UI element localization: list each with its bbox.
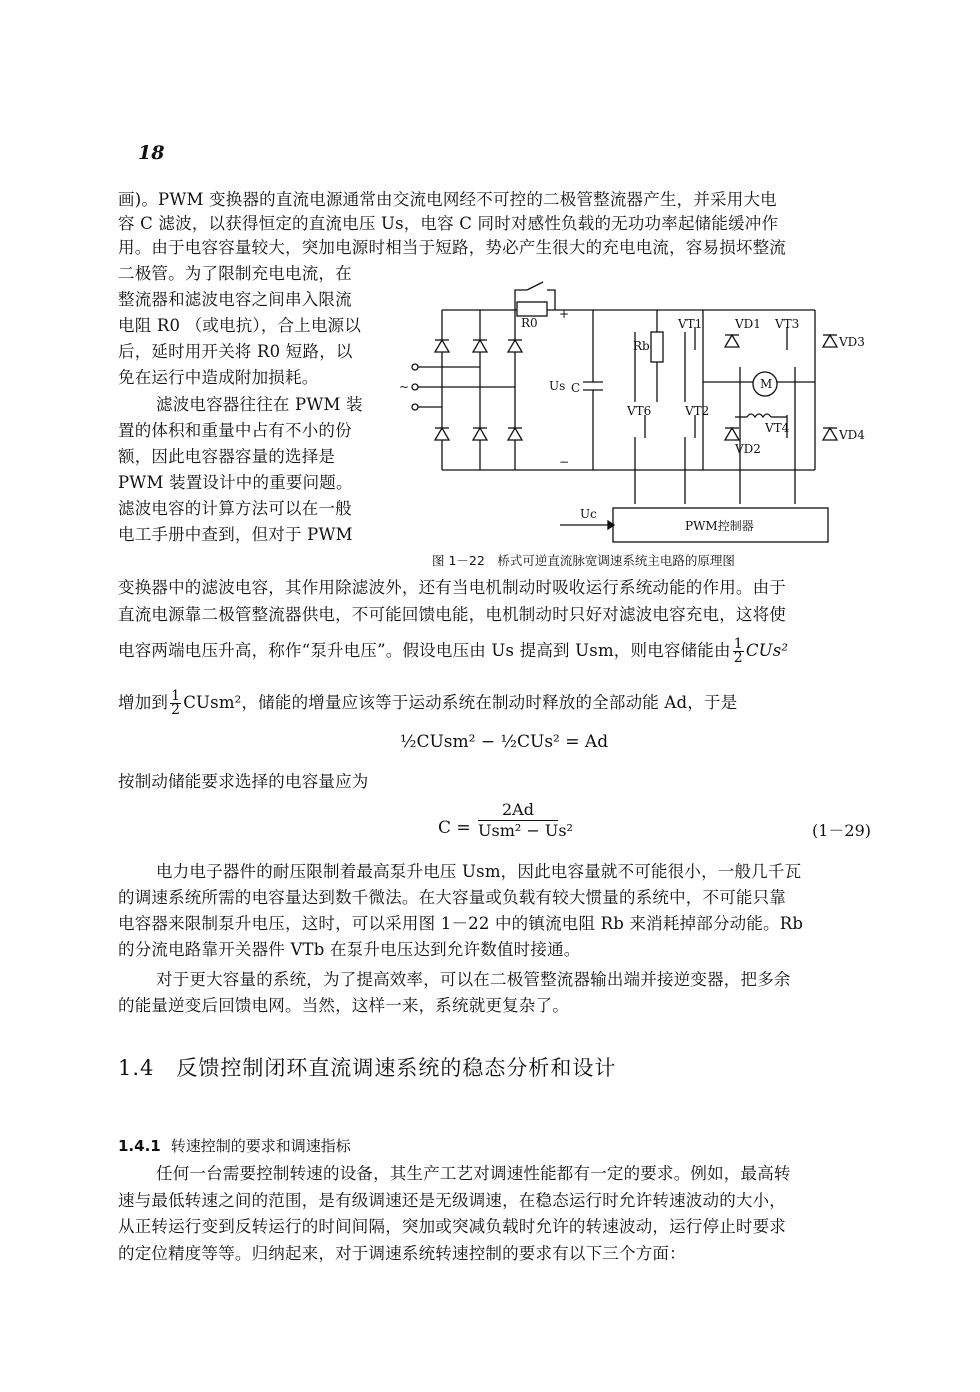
- equation-lhs: C =: [438, 818, 471, 838]
- paragraph-line: 电容器来限制泵升电压，这时，可以采用图 1－22 中的镇流电阻 Rb 来消耗掉部分动能。Rb: [118, 914, 804, 933]
- paragraph-line: 从正转运行变到反转运行的时间间隔，突加或突减负载时允许的转速波动，运行停止时要求: [118, 1217, 786, 1236]
- label-us: Us: [549, 379, 566, 393]
- label-plus: +: [559, 307, 570, 321]
- label-minus: −: [559, 455, 570, 469]
- label-vt3: VT3: [775, 317, 800, 331]
- column-line: 后，延时用开关将 R0 短路，以: [118, 342, 353, 361]
- label-controller: PWM控制器: [685, 519, 754, 533]
- column-line: 滤波电容的计算方法可以在一般: [118, 499, 352, 518]
- paragraph-line: 的定位精度等等。归纳起来，对于调速系统转速控制的要求有以下三个方面：: [118, 1244, 686, 1263]
- paragraph-line: 容 C 滤波，以获得恒定的直流电压 Us，电容 C 同时对感性负载的无功功率起储能缓冲作: [118, 214, 779, 233]
- label-r0: R0: [521, 316, 538, 330]
- section-heading: 1.4 反馈控制闭环直流调速系统的稳态分析和设计: [118, 1056, 617, 1080]
- equation-energy: ½CUsm² − ½CUs² = Ad: [400, 732, 609, 752]
- figure-caption: 图 1－22 桥式可逆直流脉宽调速系统主电路的原理图: [432, 553, 735, 568]
- column-line: 整流器和滤波电容之间串入限流: [118, 290, 352, 309]
- paragraph-line: 直流电源靠二极管整流器供电，不可能回馈电能，电机制动时只好对滤波电容充电，这将使: [118, 605, 786, 624]
- label-vd3: VD3: [839, 335, 865, 349]
- label-ac: ~: [399, 380, 410, 394]
- circuit-diagram: [395, 272, 865, 552]
- paragraph-line: 变换器中的滤波电容，其作用除滤波外，还有当电机制动时吸收运行系统动能的作用。由于: [118, 578, 786, 597]
- column-line: 免在运行中造成附加损耗。: [118, 368, 319, 387]
- column-line: 电阻 R0 （或电抗），合上电源以: [118, 316, 362, 335]
- paragraph-line: 的分流电路靠开关器件 VTb 在泵升电压达到允许数值时接通。: [118, 940, 581, 959]
- column-line: 额，因此电容器容量的选择是: [118, 447, 336, 466]
- label-c: C: [571, 381, 581, 395]
- ac-terminal-3: [412, 404, 418, 410]
- paragraph-line: 速与最低转速之间的范围，是有级调速还是无级调速，在稳态运行时允许转速波动的大小，: [118, 1191, 786, 1210]
- paragraph-line: 用。由于电容容量较大，突加电源时相当于短路，势必产生很大的充电电流，容易损坏整流: [118, 238, 786, 257]
- label-vt4: VT4: [765, 421, 790, 435]
- equation-number: (1－29): [812, 821, 872, 840]
- label-rb: Rb: [633, 339, 650, 353]
- ac-terminal-2: [412, 384, 418, 390]
- label-vd1: VD1: [735, 317, 761, 331]
- label-uc: Uc: [580, 507, 597, 521]
- equation-denominator: Usm² − Us²: [478, 821, 573, 840]
- paragraph-line: 增加到 $\frac{1}{2}$ CUsm²，储能的增量应该等于运动系统在制动时释放的全部动能 Ad，于是: [118, 688, 738, 718]
- ac-terminal-1: [412, 364, 418, 370]
- column-line: 置的体积和重量中占有不小的份: [118, 421, 352, 440]
- paragraph-line: 对于更大容量的系统，为了提高效率，可以在二极管整流器输出端并接逆变器，把多余: [156, 970, 791, 989]
- label-vd2: VD2: [735, 442, 761, 456]
- paragraph-line: 任何一台需要控制转速的设备，其生产工艺对调速性能都有一定的要求。例如，最高转: [156, 1164, 791, 1183]
- paragraph-line: 的调速系统所需的电容量达到数千微法。在大容量或负载有较大惯量的系统中，不可能只靠: [118, 888, 786, 907]
- paragraph-line: 电容两端电压升高，称作“泵升电压”。假设电压由 Us 提高到 Usm，则电容储能由 $\frac{1}{2}$ CUs²: [118, 636, 789, 666]
- equation-fraction: [478, 800, 573, 841]
- paragraph-line: 的能量逆变后回馈电网。当然，这样一来，系统就更复杂了。: [118, 996, 569, 1015]
- equation-numerator: 2Ad: [478, 800, 558, 821]
- column-line: PWM 装置设计中的重要问题。: [118, 473, 353, 492]
- page-number: 18: [138, 142, 165, 164]
- subsection-heading: 1.4.1 转速控制的要求和调速指标: [118, 1137, 351, 1155]
- paragraph-line: 电力电子器件的耐压限制着最高泵升电压 Usm，因此电容量就不可能很小，一般几千瓦: [156, 862, 802, 881]
- label-motor: M: [760, 377, 773, 391]
- label-vd4: VD4: [839, 428, 865, 442]
- paragraph-line: 按制动储能要求选择的电容量应为: [118, 772, 369, 791]
- column-line: 滤波电容器往往在 PWM 装: [156, 395, 363, 414]
- column-line: 二极管。为了限制充电电流，在: [118, 264, 352, 283]
- label-vt2: VT2: [685, 404, 710, 418]
- paragraph-line: 画)。PWM 变换器的直流电源通常由交流电网经不可控的二极管整流器产生，并采用大电: [118, 190, 777, 209]
- label-vt6: VT6: [627, 404, 652, 418]
- column-line: 电工手册中查到，但对于 PWM: [118, 525, 353, 544]
- label-vt1: VT1: [678, 317, 703, 331]
